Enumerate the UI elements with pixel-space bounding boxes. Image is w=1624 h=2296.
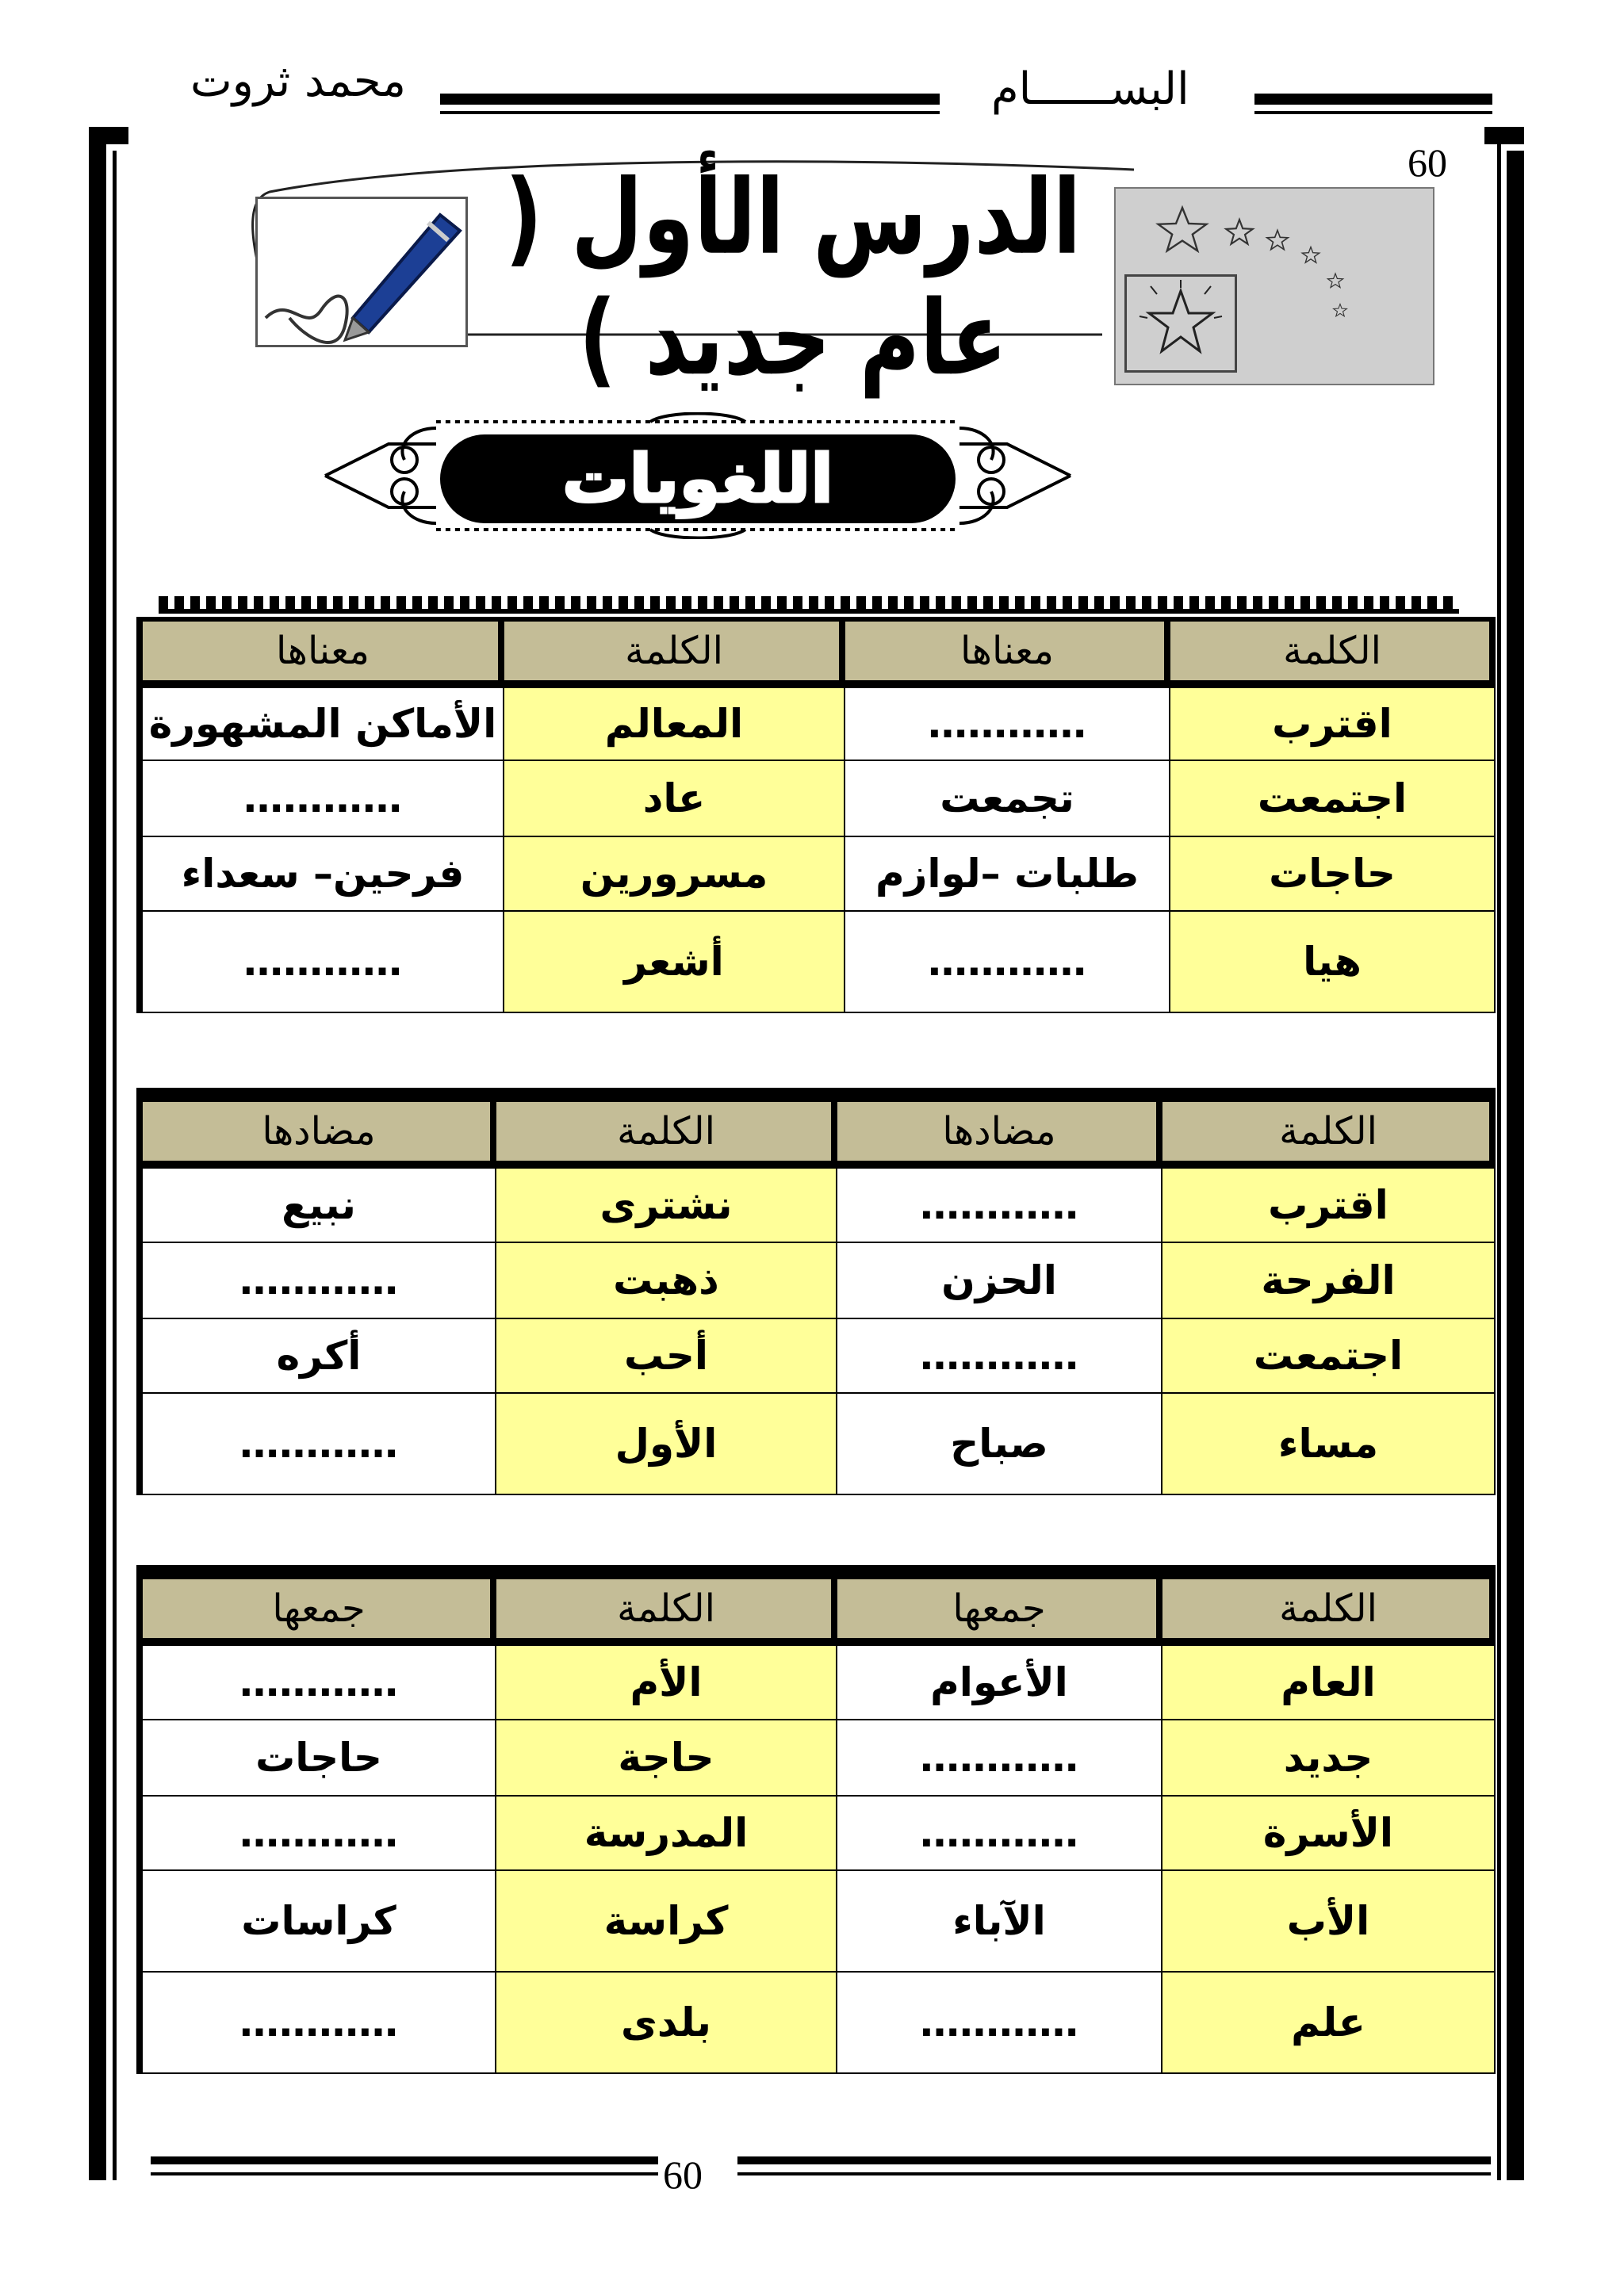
header-cell: الكلمة [1162, 1577, 1495, 1642]
answer-cell: ………… [837, 1796, 1162, 1870]
word-cell: الأم [496, 1642, 837, 1720]
answer-cell: حاجات [142, 1720, 496, 1796]
word-cell: أشعر [504, 911, 845, 1012]
header-cell: مضادها [837, 1100, 1162, 1165]
word-cell: جديد [1162, 1720, 1495, 1796]
answer-cell: ………… [142, 760, 504, 836]
section-title-badge [440, 434, 956, 523]
frame-top-left-corner [89, 127, 128, 144]
answer-cell: فرحين– سعداء [142, 836, 504, 911]
answer-cell: الآباء [837, 1870, 1162, 1972]
word-cell: الفرحة [1162, 1242, 1495, 1318]
answer-cell: ………… [142, 1642, 496, 1720]
word-cell: اجتمعت [1170, 760, 1495, 836]
footer-rule-right-thin [737, 2172, 1491, 2175]
meanings-table-top-rule [159, 609, 1459, 614]
author-name: محمد ثروت [190, 55, 406, 107]
word-cell: بلدى [496, 1972, 837, 2073]
header-cell: مضادها [142, 1100, 496, 1165]
header-cell: معناها [845, 619, 1170, 684]
plurals-table-header [142, 1577, 1495, 1642]
star-inset [1124, 274, 1237, 373]
answer-cell: الأماكن المشهورة [142, 684, 504, 760]
header-cell: الكلمة [496, 1577, 837, 1642]
word-cell: الأب [1162, 1870, 1495, 1972]
book-name: البســــــام [991, 63, 1189, 115]
header-cell: جمعها [837, 1577, 1162, 1642]
pen-icon [258, 199, 465, 345]
word-cell: حاجات [1170, 836, 1495, 911]
table-row [142, 911, 1495, 1012]
answer-cell: ………… [142, 1972, 496, 2073]
word-cell: مساء [1162, 1393, 1495, 1494]
plurals-table [136, 1565, 1496, 2074]
meanings-table-header [142, 619, 1495, 684]
header-rule-right [1254, 94, 1492, 105]
word-cell: علم [1162, 1972, 1495, 2073]
table-row [142, 1796, 1495, 1870]
header-cell: الكلمة [504, 619, 845, 684]
answer-cell: أكره [142, 1318, 496, 1393]
answer-cell: ………… [142, 911, 504, 1012]
answer-cell: الحزن [837, 1242, 1162, 1318]
table-row [142, 1870, 1495, 1972]
answer-cell: ………… [837, 1720, 1162, 1796]
frame-right [1507, 151, 1524, 2180]
lesson-title: الدرس الأول ( عام جديد ) [504, 156, 1082, 399]
header-rule-right-thin [1254, 111, 1492, 114]
table-row [142, 1242, 1495, 1318]
word-cell: ذهبت [496, 1242, 837, 1318]
word-cell: هيا [1170, 911, 1495, 1012]
antonyms-table [136, 1088, 1496, 1495]
word-cell: اقترب [1170, 684, 1495, 760]
answer-cell: كراسات [142, 1870, 496, 1972]
header-cell: جمعها [142, 1577, 496, 1642]
answer-cell: ………… [845, 684, 1170, 760]
section-title: اللغويات [561, 440, 834, 518]
antonyms-table-header [142, 1100, 1495, 1165]
header-rule-left [440, 94, 940, 105]
frame-right-inner [1497, 127, 1501, 2180]
answer-cell: ………… [845, 911, 1170, 1012]
header-cell: الكلمة [1170, 619, 1495, 684]
table-row [142, 1642, 1495, 1720]
word-cell: نشترى [496, 1165, 837, 1242]
word-cell: عاد [504, 760, 845, 836]
star-burst-icon [1127, 277, 1235, 370]
frame-top-right-corner [1484, 127, 1524, 144]
answer-cell: ………… [837, 1318, 1162, 1393]
antonyms-table-top-rule [143, 1088, 1496, 1097]
word-cell: اقترب [1162, 1165, 1495, 1242]
page-number-bottom: 60 [663, 2152, 703, 2197]
word-cell: الأسرة [1162, 1796, 1495, 1870]
table-row [142, 684, 1495, 760]
word-cell: المعالم [504, 684, 845, 760]
word-cell: كراسة [496, 1870, 837, 1972]
answer-cell: ………… [142, 1242, 496, 1318]
answer-cell: ………… [837, 1165, 1162, 1242]
table-row [142, 1720, 1495, 1796]
word-cell: أحب [496, 1318, 837, 1393]
answer-cell: ………… [142, 1393, 496, 1494]
word-cell: مسرورين [504, 836, 845, 911]
page-number-top: 60 [1408, 140, 1447, 185]
answer-cell: الأعوام [837, 1642, 1162, 1720]
table-row [142, 1972, 1495, 2073]
answer-cell: طلبات –لوازم [845, 836, 1170, 911]
table-row [142, 836, 1495, 911]
plurals-table-top-rule [143, 1565, 1496, 1575]
answer-cell: ………… [142, 1796, 496, 1870]
table-row [142, 1393, 1495, 1494]
frame-left [89, 127, 106, 2180]
pen-image [255, 197, 468, 347]
answer-cell: ………… [837, 1972, 1162, 2073]
answer-cell: تجمعت [845, 760, 1170, 836]
header-cell: معناها [142, 619, 504, 684]
header-cell: الكلمة [496, 1100, 837, 1165]
table-row [142, 1165, 1495, 1242]
footer-rule-right [737, 2156, 1491, 2164]
word-cell: الأول [496, 1393, 837, 1494]
footer-rule-left [151, 2156, 658, 2164]
header-cell: الكلمة [1162, 1100, 1495, 1165]
table-row [142, 760, 1495, 836]
word-cell: العام [1162, 1642, 1495, 1720]
answer-cell: نبيع [142, 1165, 496, 1242]
word-cell: حاجة [496, 1720, 837, 1796]
meanings-table [136, 617, 1496, 1013]
word-cell: المدرسة [496, 1796, 837, 1870]
word-cell: اجتمعت [1162, 1318, 1495, 1393]
table-row [142, 1318, 1495, 1393]
footer-rule-left-thin [151, 2172, 658, 2175]
header-rule-left-thin [440, 111, 940, 114]
frame-left-inner [113, 151, 117, 2180]
answer-cell: صباح [837, 1393, 1162, 1494]
